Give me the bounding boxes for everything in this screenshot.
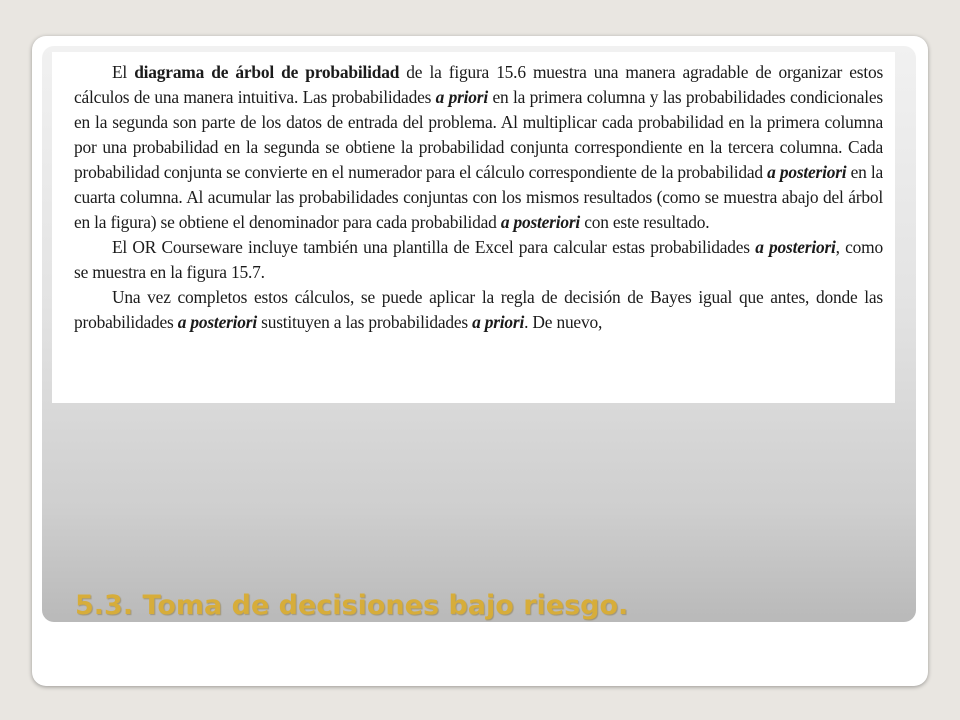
- text-run: . De nuevo,: [524, 312, 603, 332]
- text-run: sustituyen a las probabilidades: [256, 312, 473, 332]
- text-run: de la figura 15.6 muestra una manera agradable de organizar estos cálculos de una manera intuitiva. Las probabilidades: [74, 62, 884, 107]
- text-run: a priori: [435, 87, 489, 107]
- text-run: a posteriori: [500, 212, 581, 232]
- paragraph: [74, 285, 883, 335]
- text-run: a posteriori: [767, 162, 847, 182]
- scanned-text-image: [52, 52, 895, 403]
- paragraph: [74, 235, 883, 285]
- text-run: El OR Courseware incluye también una plantilla de Excel para calcular estas probabilidades: [112, 237, 756, 257]
- text-run: diagrama de árbol de probabilidad: [134, 62, 400, 82]
- text-run: con este resultado.: [580, 212, 710, 232]
- text-run: a posteriori: [755, 237, 836, 257]
- text-run: a posteriori: [177, 312, 257, 332]
- text-run: en la primera columna y las probabilidades condicionales en la segunda son parte de los datos de entrada del problema. Al multiplicar cada probabilidad en la primera columna por una probabilidad en la segunda se obtiene la probabilidad conjunta correspondiente en la tercera columna. Cada probabilidad conjunta se convierte en el numerador para el cálculo correspondiente de la probabilidad: [74, 87, 883, 182]
- text-run: , como se muestra en la figura 15.7.: [74, 237, 883, 282]
- paragraph: [74, 60, 883, 235]
- slide-title: 5.3. Toma de decisiones bajo riesgo.: [75, 590, 629, 621]
- text-run: El: [112, 62, 135, 82]
- text-run: a priori: [472, 312, 525, 332]
- text-run: en la cuarta columna. Al acumular las probabilidades conjuntas con los mismos resultados (como se muestra abajo del árbol en la figura) se obtiene el denominador para cada probabilidad: [74, 162, 884, 232]
- text-run: Una vez completos estos cálculos, se puede aplicar la regla de decisión de Bayes igual que antes, donde las probabilidades: [74, 287, 883, 332]
